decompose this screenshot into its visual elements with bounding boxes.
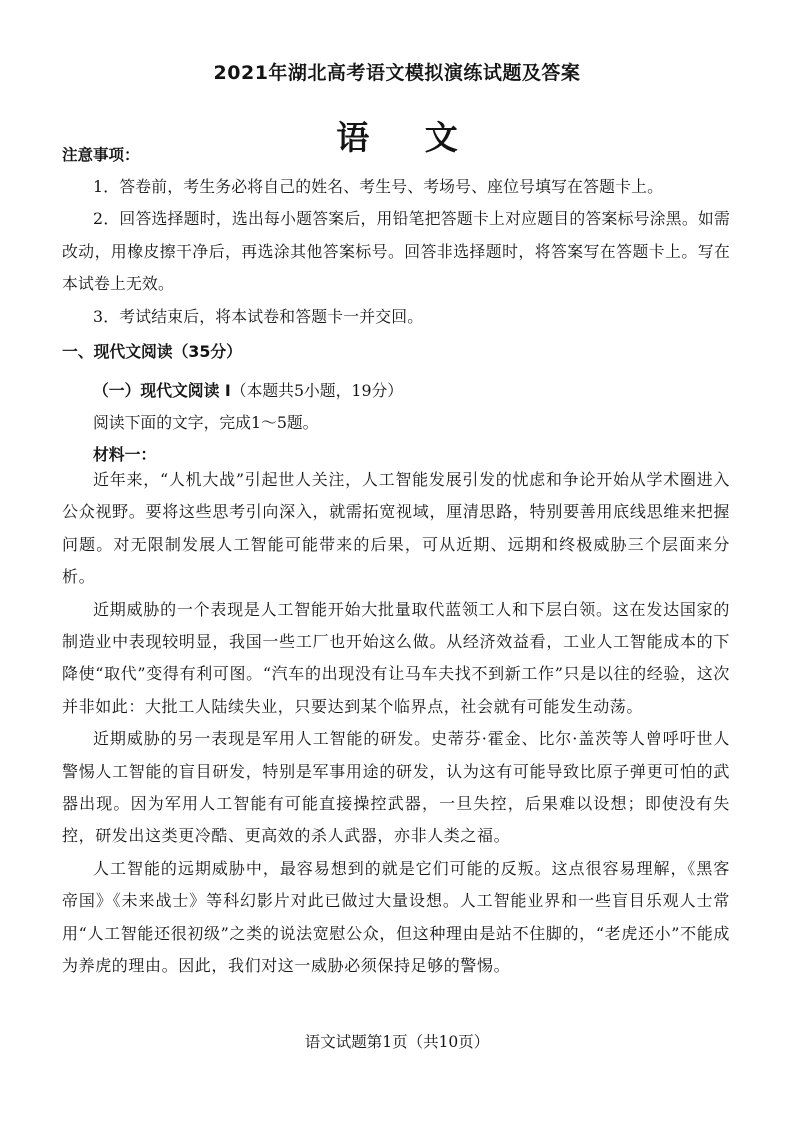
notice-item-3: 3．考试结束后，将本试卷和答题卡一并交回。 [93, 306, 424, 326]
document-title: 2021年湖北高考语文模拟演练试题及答案 [213, 62, 581, 84]
notice-item-1: 1．答卷前，考生务必将自己的姓名、考生号、考场号、座位号填写在答题卡上。 [93, 177, 664, 196]
notice-heading: 注意事项： [62, 146, 140, 164]
section-heading: 一、现代文阅读（35分） [62, 342, 242, 361]
subsection-title: （一）现代文阅读 I [93, 381, 231, 400]
passage [62, 464, 730, 983]
page-footer: 语文试题第1页（共10页） [304, 1033, 490, 1051]
reading-instruction: 阅读下面的文字，完成1～5题。 [93, 413, 319, 432]
passage-paragraph-4: 人工智能的远期威胁中，最容易想到的就是它们可能的反叛。这点很容易理解，《黑客帝国》《未来战士》等科幻影片对此已做过大量设想。人工智能业界和一些盲目乐观人士常用“人工智能还很初级”之类的说法宽慰公众，但这种理由是站不住脚的，“老虎还小”不能成为养虎的理由。因此，我们对这一威胁必须保持足够的警惕。 [62, 858, 730, 976]
subject-title: 语 文 [336, 118, 480, 157]
notice-list [62, 171, 730, 333]
notice-item-2: 2．回答选择题时，选出每小题答案后，用铅笔把答题卡上对应题目的答案标号涂黑。如需改动，用橡皮擦干净后，再选涂其他答案标号。回答非选择题时，将答案写在答题卡上。写在本试卷上无效。 [62, 209, 730, 294]
material-label: 材料一： [93, 445, 157, 464]
passage-paragraph-2: 近期威胁的一个表现是人工智能开始大批量取代蓝领工人和下层白领。这在发达国家的制造业中表现较明显，我国一些工厂也开始这么做。从经济效益看，工业人工智能成本的下降使“取代”变得有利可图。“汽车的出现没有让马车夫找不到新工作”只是以往的经验，这次并非如此：大批工人陆续失业，只要达到某个临界点，社会就有可能发生动荡。 [62, 599, 730, 716]
subsection-note: （本题共5小题，19分） [230, 381, 404, 400]
passage-paragraph-3: 近期威胁的另一表现是军用人工智能的研发。史蒂芬·霍金、比尔·盖茨等人曾呼吁世人警惕人工智能的盲目研发，特别是军事用途的研发，认为这有可能导致比原子弹更可怕的武器出现。因为军用人工智能有可能直接操控武器，一旦失控，后果难以设想；即使没有失控，研发出这类更冷酷、更高效的杀人武器，亦非人类之福。 [62, 729, 730, 846]
passage-paragraph-1: 近年来，“人机大战”引起世人关注，人工智能发展引发的忧虑和争论开始从学术圈进入公众视野。要将这些思考引向深入，就需拓宽视域，厘清思路，特别要善用底线思维来把握问题。对无限制发展人工智能可能带来的后果，可从近期、远期和终极威胁三个层面来分析。 [62, 470, 730, 587]
subsection-heading [93, 378, 403, 401]
